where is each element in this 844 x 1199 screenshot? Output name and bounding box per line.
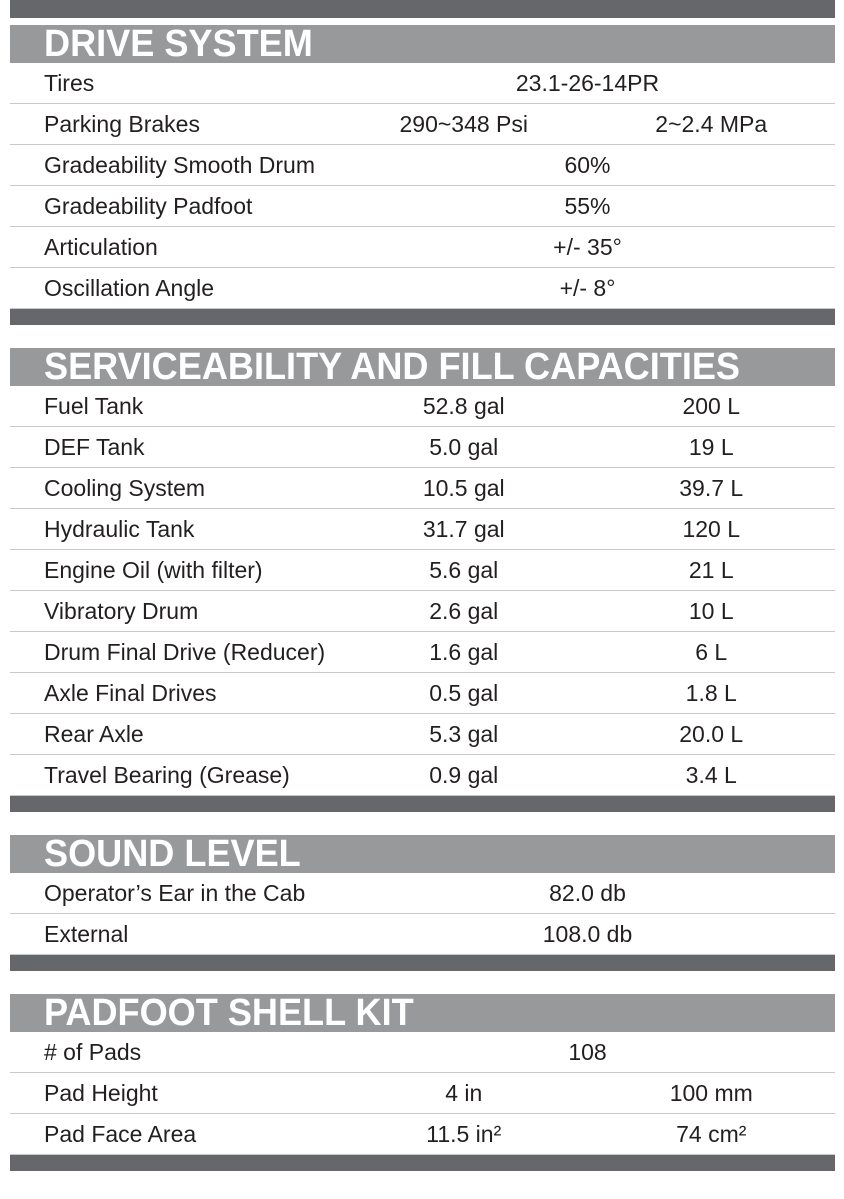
row-value-span: 60% bbox=[564, 151, 611, 178]
section-end-bar bbox=[10, 1155, 835, 1171]
row-value-metric: 19 L bbox=[688, 433, 734, 460]
row-label: # of Pads bbox=[44, 1038, 142, 1065]
row-value-imperial: 5.6 gal bbox=[429, 556, 499, 583]
row-value-imperial: 5.0 gal bbox=[429, 433, 499, 460]
spec-row bbox=[10, 673, 835, 714]
row-value-imperial: 31.7 gal bbox=[422, 515, 505, 542]
row-value-span: 108 bbox=[568, 1038, 607, 1065]
spec-section-padfoot-shell-kit bbox=[10, 994, 835, 1171]
spec-row bbox=[10, 227, 835, 268]
row-value-metric: 39.7 L bbox=[679, 474, 744, 501]
spec-section-drive-system bbox=[10, 25, 835, 325]
row-label: Gradeability Padfoot bbox=[44, 192, 253, 219]
section-end-bar bbox=[10, 796, 835, 812]
spec-row bbox=[10, 63, 835, 104]
row-value-metric: 1.8 L bbox=[685, 679, 737, 706]
row-value-imperial: 11.5 in² bbox=[426, 1120, 502, 1147]
row-value-metric: 20.0 L bbox=[679, 720, 744, 747]
spec-row bbox=[10, 632, 835, 673]
spec-row bbox=[10, 873, 835, 914]
row-label: Drum Final Drive (Reducer) bbox=[44, 638, 326, 665]
top-divider-bar bbox=[10, 0, 835, 18]
row-label: DEF Tank bbox=[44, 433, 145, 460]
spec-row bbox=[10, 145, 835, 186]
row-value-span: 108.0 db bbox=[542, 920, 633, 947]
row-label: Gradeability Smooth Drum bbox=[44, 151, 315, 178]
section-end-bar bbox=[10, 955, 835, 971]
row-label: Axle Final Drives bbox=[44, 679, 217, 706]
row-value-metric: 200 L bbox=[682, 392, 741, 419]
row-value-metric: 2~2.4 MPa bbox=[655, 110, 768, 137]
spec-row bbox=[10, 1114, 835, 1155]
spec-sections-container bbox=[10, 25, 835, 1171]
row-label: Travel Bearing (Grease) bbox=[44, 761, 290, 788]
row-label: Fuel Tank bbox=[44, 392, 144, 419]
row-label: Hydraulic Tank bbox=[44, 515, 195, 542]
row-label: Parking Brakes bbox=[44, 110, 200, 137]
section-header bbox=[10, 835, 835, 873]
row-value-imperial: 1.6 gal bbox=[429, 638, 499, 665]
spec-row bbox=[10, 591, 835, 632]
section-title: DRIVE SYSTEM bbox=[44, 25, 313, 63]
spec-row bbox=[10, 1032, 835, 1073]
row-value-metric: 120 L bbox=[682, 515, 741, 542]
spec-row bbox=[10, 427, 835, 468]
row-label: Engine Oil (with filter) bbox=[44, 556, 263, 583]
row-label: Cooling System bbox=[44, 474, 206, 501]
spec-row bbox=[10, 468, 835, 509]
row-label: Vibratory Drum bbox=[44, 597, 199, 624]
spec-row bbox=[10, 268, 835, 309]
row-label: Pad Face Area bbox=[44, 1120, 197, 1147]
row-value-metric: 74 cm² bbox=[676, 1120, 747, 1147]
row-value-metric: 21 L bbox=[688, 556, 734, 583]
row-value-imperial: 4 in bbox=[445, 1079, 483, 1106]
row-value-span: +/- 35° bbox=[553, 233, 622, 260]
spec-row bbox=[10, 509, 835, 550]
row-value-metric: 6 L bbox=[695, 638, 728, 665]
spec-row bbox=[10, 186, 835, 227]
spec-row bbox=[10, 714, 835, 755]
section-header bbox=[10, 994, 835, 1032]
section-end-bar bbox=[10, 309, 835, 325]
row-label: Operator’s Ear in the Cab bbox=[44, 879, 306, 906]
row-value-imperial: 10.5 gal bbox=[422, 474, 505, 501]
row-value-imperial: 5.3 gal bbox=[429, 720, 499, 747]
row-label: Articulation bbox=[44, 233, 158, 260]
section-header bbox=[10, 25, 835, 63]
spec-row bbox=[10, 755, 835, 796]
row-value-imperial: 0.5 gal bbox=[429, 679, 499, 706]
row-value-span: +/- 8° bbox=[559, 274, 616, 301]
row-value-metric: 100 mm bbox=[669, 1079, 753, 1106]
row-label: External bbox=[44, 920, 129, 947]
spec-row bbox=[10, 550, 835, 591]
row-value-span: 82.0 db bbox=[549, 879, 626, 906]
spec-section-sound-level bbox=[10, 835, 835, 971]
row-value-span: 23.1-26-14PR bbox=[515, 69, 660, 96]
section-title: SERVICEABILITY AND FILL CAPACITIES bbox=[44, 348, 741, 386]
spec-row bbox=[10, 1073, 835, 1114]
row-label: Pad Height bbox=[44, 1079, 158, 1106]
row-label: Rear Axle bbox=[44, 720, 144, 747]
section-title: PADFOOT SHELL KIT bbox=[44, 994, 414, 1032]
row-value-imperial: 52.8 gal bbox=[422, 392, 505, 419]
row-label: Oscillation Angle bbox=[44, 274, 215, 301]
row-value-imperial: 0.9 gal bbox=[429, 761, 499, 788]
row-value-metric: 3.4 L bbox=[685, 761, 737, 788]
spec-section-serviceability-and-fill-capacities bbox=[10, 348, 835, 812]
spec-row bbox=[10, 914, 835, 955]
spec-row bbox=[10, 386, 835, 427]
section-header bbox=[10, 348, 835, 386]
row-value-imperial: 290~348 Psi bbox=[399, 110, 529, 137]
row-value-imperial: 2.6 gal bbox=[429, 597, 499, 624]
row-value-span: 55% bbox=[564, 192, 611, 219]
row-value-metric: 10 L bbox=[688, 597, 734, 624]
row-label: Tires bbox=[44, 69, 95, 96]
spec-row bbox=[10, 104, 835, 145]
section-title: SOUND LEVEL bbox=[44, 835, 301, 873]
